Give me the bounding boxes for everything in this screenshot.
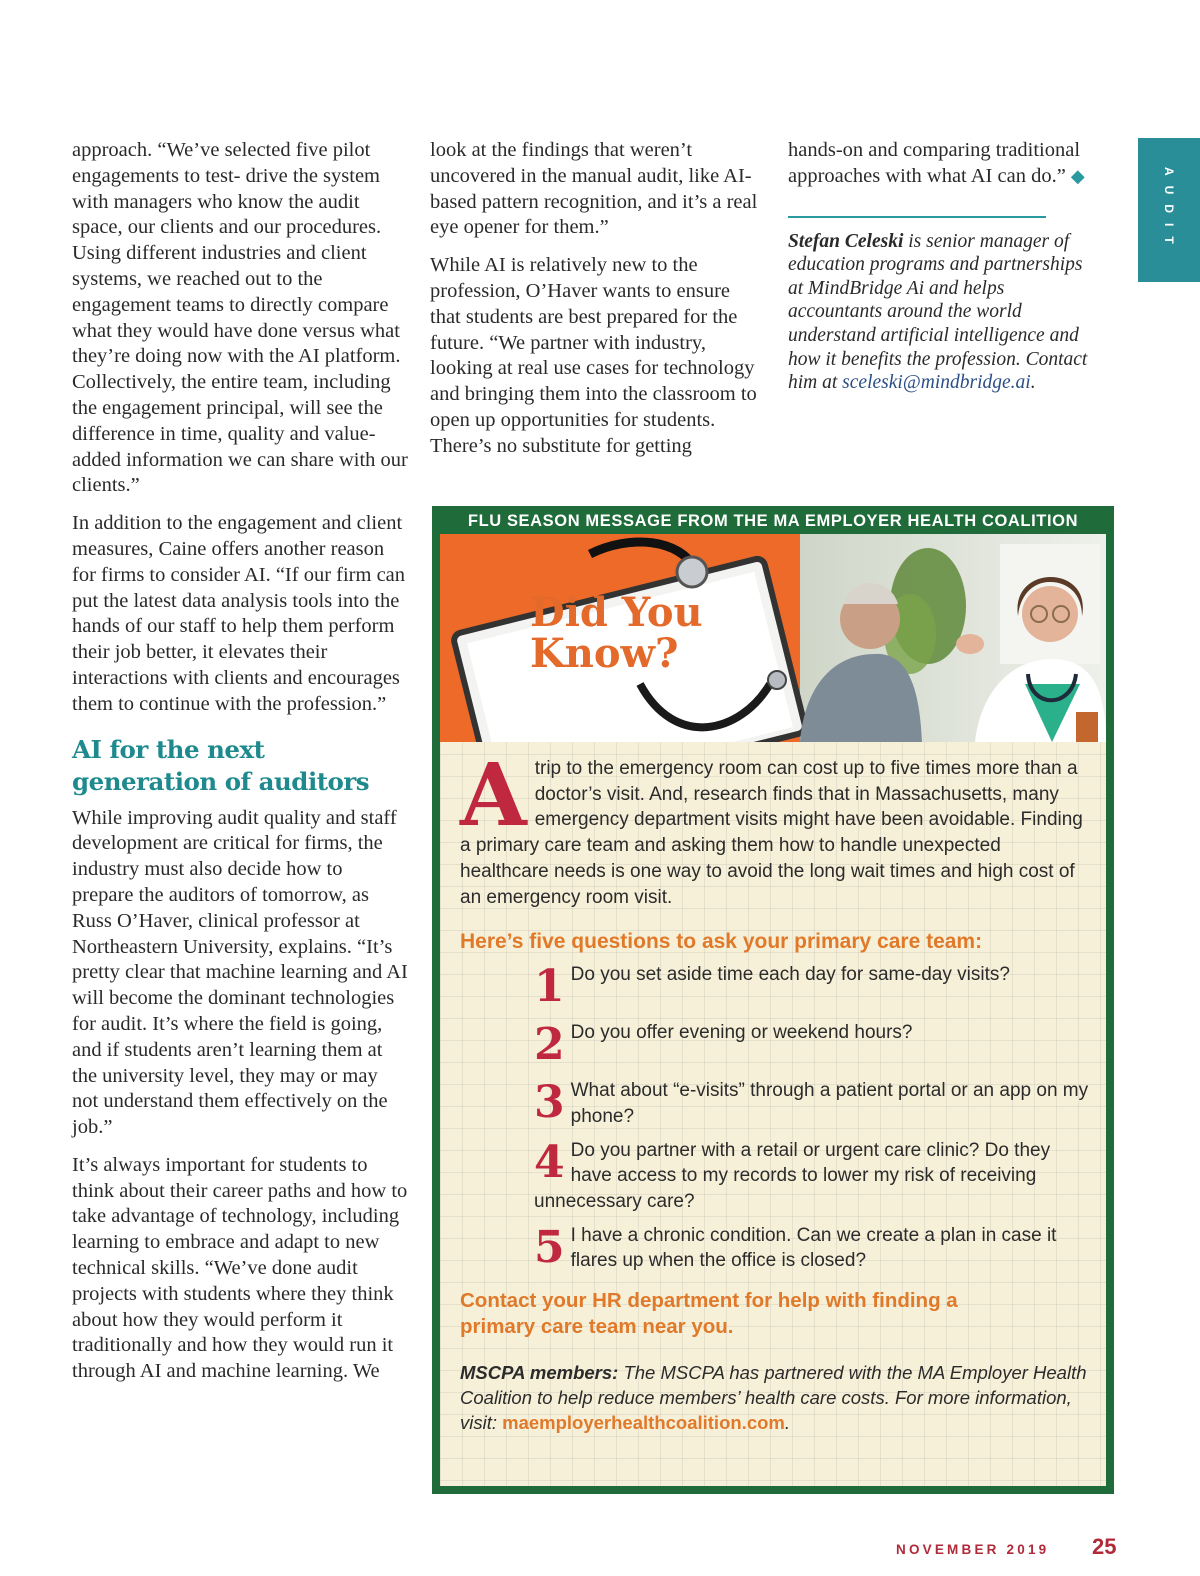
question-number: 3 bbox=[534, 1077, 565, 1129]
paragraph: While improving audit quality and staff development are critical for firms, the industry must also decide how to prepare the auditors of tomorrow, as Russ O’Haver, clinical professor at Northeastern University, explains. “It’s pretty clear that machine learning and AI will become the dominant technologies for audit. It’s where the field is going, and if students aren’t learning them at the university level, they may or may not understand them effectively on the job.” bbox=[72, 806, 408, 1139]
question-text: I have a chronic condition. Can we create a plan in case it flares up when the office is closed? bbox=[570, 1224, 1057, 1272]
question-text: What about “e-visits” through a patient portal or an app on my phone? bbox=[570, 1080, 1089, 1127]
question-text: Do you offer evening or weekend hours? bbox=[570, 1022, 913, 1044]
members-text: The MSCPA has partnered with the MA Employer Health Coalition to help reduce members’ health care costs. For more information, visit: bbox=[460, 1362, 1087, 1434]
ad-headline-line1: Did You bbox=[530, 589, 703, 636]
members-label: MSCPA members: bbox=[460, 1362, 619, 1384]
ad-intro bbox=[460, 745, 1090, 910]
paragraph: look at the findings that weren’t uncovered in the manual audit, like AI-based pattern recognition, and it’s a real eye opener for them.” bbox=[430, 139, 758, 239]
page-number: 25 bbox=[1092, 1534, 1117, 1559]
question-number: 2 bbox=[534, 1019, 565, 1071]
paragraph: It’s always important for students to think about their career paths and how to take advantage of technology, including learning to embrace and adapt to new technical skills. “We’ve done audit projects with students where they think about how they would perform it traditionally and how they would run it through AI and machine learning. We bbox=[72, 1153, 408, 1383]
question-number: 4 bbox=[534, 1136, 565, 1188]
bio-end: . bbox=[1030, 372, 1036, 394]
author-bio bbox=[788, 230, 1098, 395]
author-email-link[interactable]: sceleski@mindbridge.ai bbox=[842, 372, 1031, 394]
section-tab-label: AUDIT bbox=[1162, 166, 1176, 254]
coalition-website-link[interactable]: maemployerhealthcoalition.com bbox=[502, 1412, 785, 1434]
members-end: . bbox=[784, 1412, 790, 1434]
paragraph-text: hands-on and comparing traditional approaches with what AI can do.” bbox=[788, 139, 1081, 187]
paragraph: While AI is relatively new to the profession, O’Haver wants to ensure that students are best prepared for the future. “We partner with industry, looking at real use cases for technology and bringing them into the classroom to open up opportunities for students. There’s no substitute for getting bbox=[430, 254, 757, 457]
paragraph: approach. “We’ve selected five pilot engagements to test- drive the system with managers who know the audit space, our clients and our procedures. Using different industries and client systems, we reached out to the engagement teams to directly compare what they would have done versus what they’re doing now with the AI platform. Collectively, the entire team, including the engagement principal, will see the difference in time, quality and value-added information we can share with our clients.” bbox=[72, 139, 408, 497]
question-item bbox=[534, 1223, 1090, 1274]
question-item bbox=[534, 962, 1090, 1012]
question-number: 1 bbox=[534, 961, 565, 1013]
members-note bbox=[460, 1360, 1090, 1435]
paragraph bbox=[788, 138, 1098, 190]
issue-date: NOVEMBER 2019 bbox=[896, 1542, 1050, 1557]
author-name: Stefan Celeski bbox=[788, 230, 904, 252]
ad-body bbox=[460, 745, 1090, 1435]
article-column-3 bbox=[788, 138, 1098, 395]
article-column-1 bbox=[72, 138, 408, 1397]
question-text: Do you partner with a retail or urgent care clinic? Do they have access to my records to lower my risk of receiving unnecessary care? bbox=[534, 1139, 1051, 1213]
doctor-clipboard-illustration bbox=[440, 534, 1106, 742]
section-heading: AI for the next generation of auditors bbox=[72, 734, 370, 796]
question-item bbox=[534, 1020, 1090, 1070]
question-item bbox=[534, 1078, 1090, 1129]
contact-hr-callout: Contact your HR department for help with finding a primary care team near you. bbox=[460, 1289, 958, 1339]
flu-season-advertisement bbox=[432, 506, 1114, 1494]
bio-text: is senior manager of education programs and partnerships at MindBridge Ai and helps accountants around the world understand artificial intelligence and how it benefits the profession. Contact him at bbox=[788, 230, 1088, 394]
ad-photo bbox=[440, 534, 1106, 742]
ad-banner: FLU SEASON MESSAGE FROM THE MA EMPLOYER HEALTH COALITION bbox=[467, 512, 1079, 530]
question-item bbox=[534, 1138, 1090, 1215]
paragraph: In addition to the engagement and client measures, Caine offers another reason for firms to consider AI. “If our firm can put the latest data analysis tools into the hands of our staff to help them perform their job better, it elevates their interactions with clients and encourages them to continue with the profession.” bbox=[72, 512, 406, 715]
drop-cap: A bbox=[460, 745, 527, 846]
ad-intro-text: trip to the emergency room can cost up to five times more than a doctor’s visit. And, research finds that in Massachusetts, many emergency department visits might have been avoidable. Finding a primary care team and asking them how to handle unexpected healthcare needs is one way to avoid the long wait times and high cost of an emergency room visit. bbox=[460, 758, 1083, 908]
questions-heading: Here’s five questions to ask your primary care team: bbox=[460, 930, 983, 954]
ad-headline-line2: Know? bbox=[530, 630, 679, 677]
end-mark-diamond-icon: ◆ bbox=[1070, 165, 1085, 186]
article-column-2 bbox=[430, 138, 760, 472]
section-tab-audit bbox=[1138, 138, 1200, 282]
question-text: Do you set aside time each day for same-day visits? bbox=[570, 964, 1010, 986]
bio-divider bbox=[788, 216, 1046, 218]
question-number: 5 bbox=[534, 1221, 565, 1273]
ad-content bbox=[440, 534, 1106, 1486]
